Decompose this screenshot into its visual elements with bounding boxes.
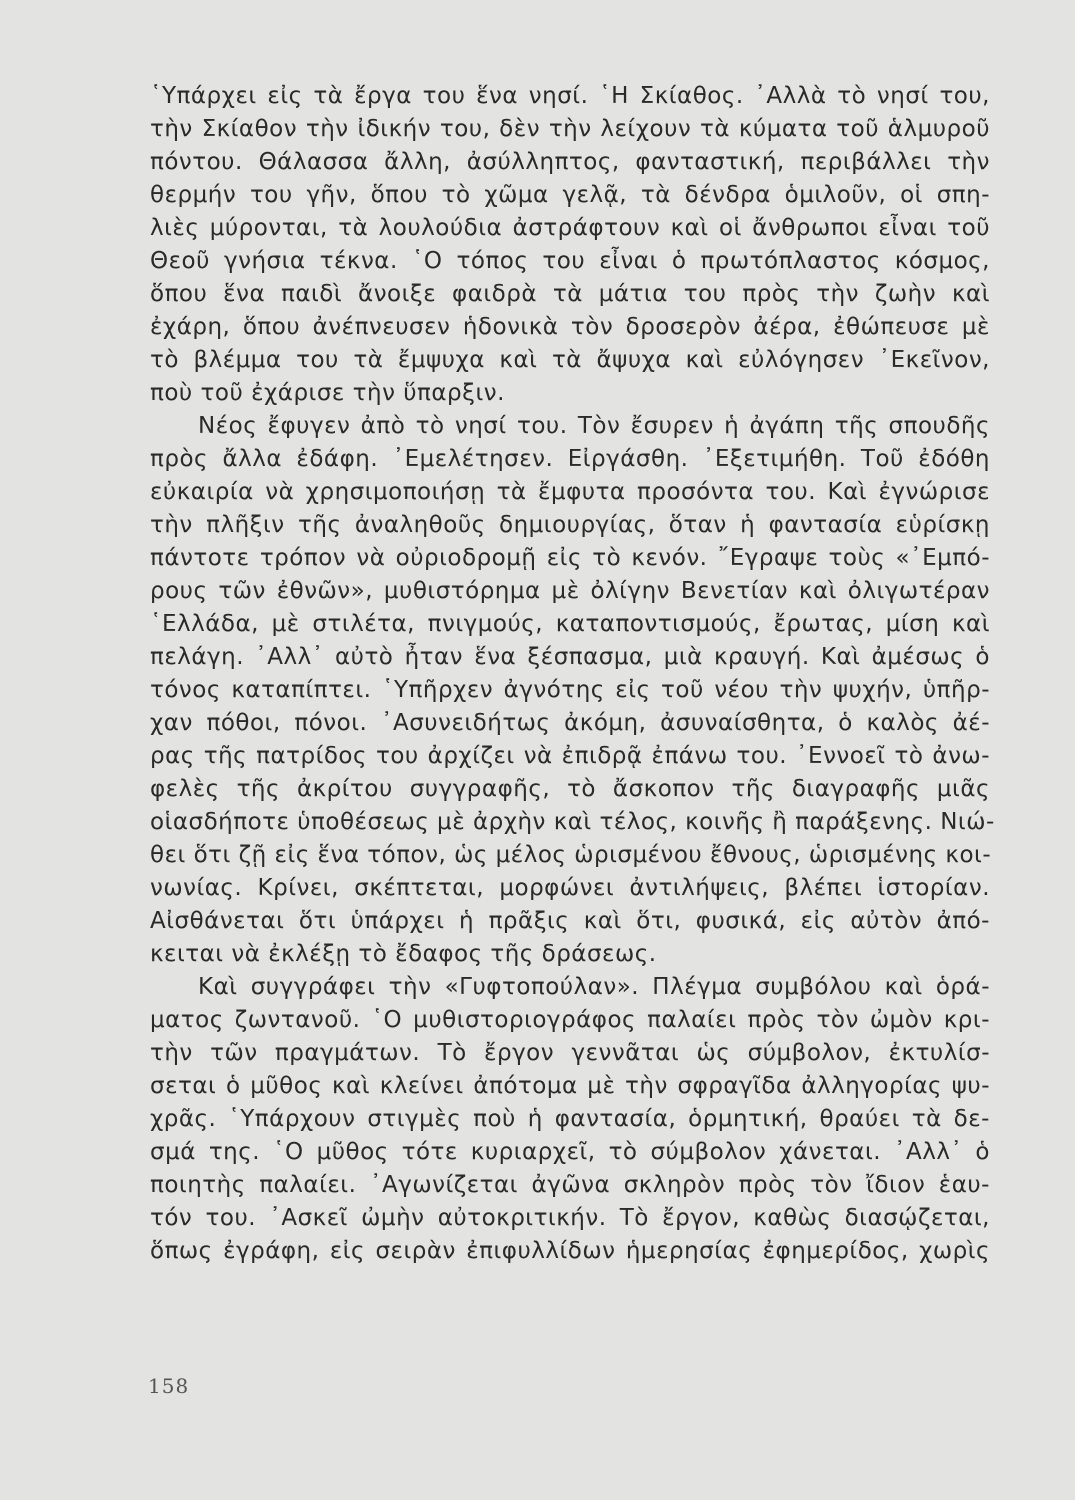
text-line: ρους τῶν ἐθνῶν», μυθιστόρημα μὲ ὀλίγην Βενετίαν καὶ ὀλιγωτέραν <box>150 578 990 604</box>
text-line: ῾Υπάρχει εἰς τὰ ἔργα του ἕνα νησί. ῾Η Σκίαθος. ᾿Αλλὰ τὸ νησί του, <box>150 83 990 109</box>
text-line: ὅπου ἕνα παιδὶ ἄνοιξε φαιδρὰ τὰ μάτια του πρὸς τὴν ζωὴν καὶ <box>150 281 990 307</box>
text-line: τόνος καταπίπτει. ῾Υπῆρχεν ἀγνότης εἰς τοῦ νέου τὴν ψυχήν, ὑπῆρ- <box>150 677 990 703</box>
text-line: τὴν τῶν πραγμάτων. Τὸ ἔργον γεννᾶται ὡς σύμβολον, ἐκτυλίσ- <box>150 1040 990 1066</box>
paragraph-3 <box>150 971 990 1268</box>
text-line: ματος ζωντανοῦ. ῾Ο μυθιστοριογράφος παλαίει πρὸς τὸν ὠμὸν κρι- <box>150 1007 990 1033</box>
text-line: ἐχάρη, ὅπου ἀνέπνευσεν ἡδονικὰ τὸν δροσερὸν ἀέρα, ἐθώπευσε μὲ <box>150 314 990 340</box>
text-line: ῾Ελλάδα, μὲ στιλέτα, πνιγμούς, καταποντισμούς, ἔρωτας, μίση καὶ <box>150 611 990 637</box>
page-number: 158 <box>148 1374 190 1398</box>
text-line: τὴν πλῆξιν τῆς ἀναληθοῦς δημιουργίας, ὅταν ἡ φαντασία εὑρίσκῃ <box>150 512 990 538</box>
text-line: σμά της. ῾Ο μῦθος τότε κυριαρχεῖ, τὸ σύμβολον χάνεται. ᾿Αλλ᾿ ὁ <box>150 1139 990 1165</box>
text-line: εὐκαιρία νὰ χρησιμοποιήσῃ τὰ ἔμφυτα προσόντα του. Καὶ ἐγνώρισε <box>150 479 990 505</box>
text-line: χαν πόθοι, πόνοι. ᾿Ασυνειδήτως ἀκόμη, ἀσυναίσθητα, ὁ καλὸς ἀέ- <box>150 710 990 736</box>
text-line: θει ὅτι ζῇ εἰς ἕνα τόπον, ὡς μέλος ὡρισμένου ἔθνους, ὡρισμένης κοι- <box>150 842 992 868</box>
text-line: Νέος ἔφυγεν ἀπὸ τὸ νησί του. Τὸν ἔσυρεν ἡ ἀγάπη τῆς σπουδῆς <box>198 413 990 439</box>
text-line: τὴν Σκίαθον τὴν ἰδικήν του, δὲν τὴν λείχουν τὰ κύματα τοῦ ἁλμυροῦ <box>150 116 990 142</box>
text-line: φελὲς τῆς ἀκρίτου συγγραφῆς, τὸ ἄσκοπον τῆς διαγραφῆς μιᾶς <box>150 776 990 802</box>
body-text <box>150 80 995 1268</box>
text-line: ποὺ τοῦ ἐχάρισε τὴν ὕπαρξιν. <box>150 380 505 406</box>
text-line: Θεοῦ γνήσια τέκνα. ῾Ο τόπος του εἶναι ὁ πρωτόπλαστος κόσμος, <box>150 248 990 274</box>
text-line: ὅπως ἐγράφη, εἰς σειρὰν ἐπιφυλλίδων ἡμερησίας ἐφημερίδος, χωρὶς <box>150 1238 990 1264</box>
paragraph-1 <box>150 80 990 410</box>
paragraph-2 <box>150 410 995 971</box>
text-line: τὸ βλέμμα του τὰ ἔμψυχα καὶ τὰ ἄψυχα καὶ εὐλόγησεν ᾿Εκεῖνον, <box>150 347 990 373</box>
text-line: σεται ὁ μῦθος καὶ κλείνει ἀπότομα μὲ τὴν σφραγῖδα ἀλληγορίας ψυ- <box>150 1073 990 1099</box>
text-line: λιὲς μύρονται, τὰ λουλούδια ἀστράφτουν καὶ οἱ ἄνθρωποι εἶναι τοῦ <box>150 215 990 241</box>
text-line: Αἰσθάνεται ὅτι ὑπάρχει ἡ πρᾶξις καὶ ὅτι, φυσικά, εἰς αὐτὸν ἀπό- <box>150 908 990 934</box>
text-line: νωνίας. Κρίνει, σκέπτεται, μορφώνει ἀντιλήψεις, βλέπει ἱστορίαν. <box>150 875 990 901</box>
text-line: πόντου. Θάλασσα ἄλλη, ἀσύλληπτος, φανταστική, περιβάλλει τὴν <box>150 149 990 175</box>
text-line: χρᾶς. ῾Υπάρχουν στιγμὲς ποὺ ἡ φαντασία, ὁρμητική, θραύει τὰ δε- <box>150 1106 990 1132</box>
text-line: κειται νὰ ἐκλέξῃ τὸ ἔδαφος τῆς δράσεως. <box>150 941 657 967</box>
text-line: πρὸς ἄλλα ἐδάφη. ᾿Εμελέτησεν. Εἰργάσθη. ᾿Εξετιμήθη. Τοῦ ἐδόθη <box>150 446 990 472</box>
text-line: ποιητὴς παλαίει. ᾿Αγωνίζεται ἀγῶνα σκληρὸν πρὸς τὸν ἴδιον ἑαυ- <box>150 1172 990 1198</box>
text-line: οἱασδήποτε ὑποθέσεως μὲ ἀρχὴν καὶ τέλος, κοινῆς ἢ παράξενης. Νιώ- <box>150 809 995 835</box>
text-line: θερμήν του γῆν, ὅπου τὸ χῶμα γελᾷ, τὰ δένδρα ὁμιλοῦν, οἱ σπη- <box>150 182 990 208</box>
text-line: Καὶ συγγράφει τὴν «Γυφτοπούλαν». Πλέγμα συμβόλου καὶ ὁρά- <box>198 974 990 1000</box>
text-line: τόν του. ᾿Ασκεῖ ὠμὴν αὐτοκριτικήν. Τὸ ἔργον, καθὼς διασῴζεται, <box>150 1205 990 1231</box>
text-line: ρας τῆς πατρίδος του ἀρχίζει νὰ ἐπιδρᾷ ἐπάνω του. ᾿Εννοεῖ τὸ ἀνω- <box>150 743 990 769</box>
text-line: πελάγη. ᾿Αλλ᾿ αὐτὸ ἦταν ἕνα ξέσπασμα, μιὰ κραυγή. Καὶ ἀμέσως ὁ <box>150 644 990 670</box>
text-line: πάντοτε τρόπον νὰ οὐριοδρομῇ εἰς τὸ κενόν. ῎Εγραψε τοὺς «᾿Εμπό- <box>150 545 990 571</box>
